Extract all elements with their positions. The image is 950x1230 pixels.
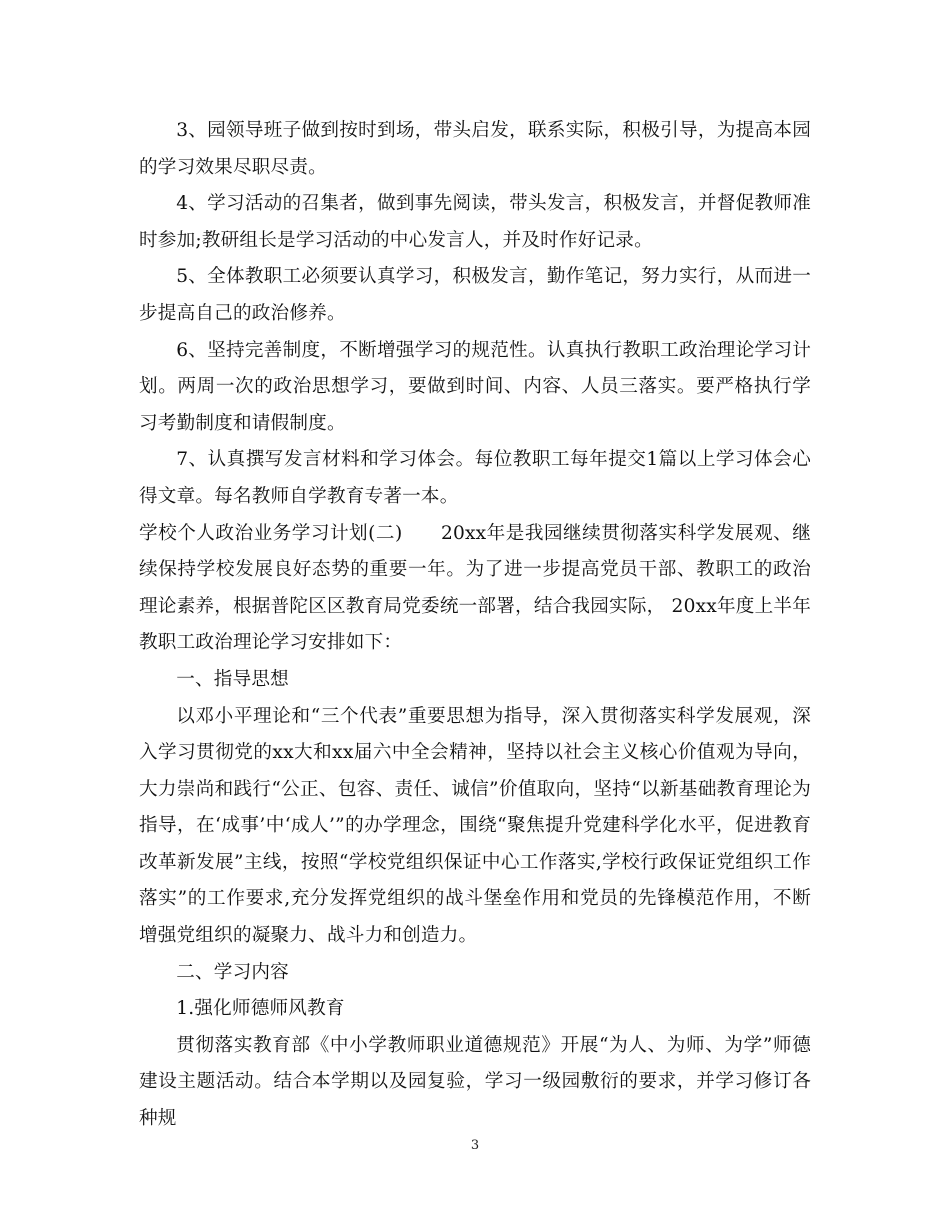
section-intro-paragraph: 学校个人政治业务学习计划(二) 20xx年是我园继续贯彻落实科学发展观、继续保持学校发展良好态势的重要一年。为了进一步提高党员干部、教职工的政治理论素养，根据普陀区区教育局党委统一部署，结合我园实际， 20xx年度上半年教职工政治理论学习安排如下： — [139, 522, 811, 654]
subheading-ethics-education: 1.强化师德师风教育 — [176, 998, 345, 1020]
document-body — [139, 113, 811, 1138]
paragraph-item-6: 6、坚持完善制度，不断增强学习的规范性。认真执行教职工政治理论学习计划。两周一次的政治思想学习，要做到时间、内容、人员三落实。要严格执行学习考勤制度和请假制度。 — [139, 339, 811, 434]
heading-study-content: 二、学习内容 — [176, 961, 289, 983]
page-number: 3 — [470, 1138, 480, 1153]
guiding-ideology-paragraph: 以邓小平理论和“三个代表”重要思想为指导，深入贯彻落实科学发展观，深入学习贯彻党的xx大和xx届六中全会精神，坚持以社会主义核心价值观为导向，大力崇尚和践行“公正、包容、责任、诚信”价值取向，坚持“以新基础教育理论为指导，在‘成事’中‘成人’”的办学理念，围绕“聚焦提升党建科学化水平，促进教育改革新发展”主线，按照“学校党组织保证中心工作落实,学校行政保证党组织工作落实”的工作要求,充分发挥党组织的战斗堡垒作用和党员的先锋模范作用，不断增强党组织的凝聚力、战斗力和创造力。 — [139, 705, 811, 947]
heading-guiding-ideology: 一、指导思想 — [176, 668, 289, 690]
paragraph-item-7: 7、认真撰写发言材料和学习体会。每位教职工每年提交1篇以上学习体会心得文章。每名教师自学教育专著一本。 — [139, 449, 811, 507]
paragraph-item-3: 3、园领导班子做到按时到场，带头启发，联系实际，积极引导，为提高本园的学习效果尽职尽责。 — [139, 120, 811, 178]
paragraph-item-4: 4、学习活动的召集者，做到事先阅读，带头发言，积极发言，并督促教师准时参加;教研组长是学习活动的中心发言人，并及时作好记录。 — [139, 193, 811, 251]
ethics-education-paragraph: 贯彻落实教育部《中小学教师职业道德规范》开展“为人、为师、为学”师德建设主题活动。结合本学期以及园复验，学习一级园敷衍的要求，并学习修订各种规 — [139, 1034, 811, 1130]
paragraph-item-5: 5、全体教职工必须要认真学习，积极发言，勤作笔记，努力实行，从而进一步提高自己的政治修养。 — [139, 266, 811, 324]
